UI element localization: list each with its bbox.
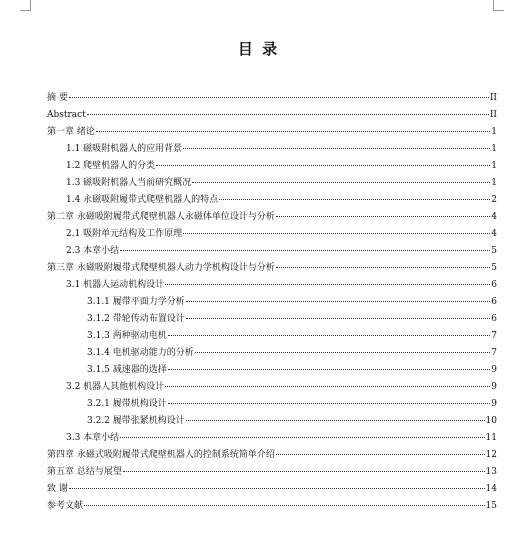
toc-entry[interactable] (47, 158, 497, 175)
toc-leader-dots (96, 128, 490, 132)
toc-entry-page: 9 (491, 365, 497, 375)
page-corner-mark-left (20, 0, 31, 11)
toc-entry[interactable] (47, 311, 497, 328)
toc-entry-page: 5 (491, 246, 497, 256)
toc-entry-label: 第三章 永磁吸附履带式爬壁机器人动力学机构设计与分析 (47, 263, 275, 273)
toc-entry-page: 11 (485, 433, 497, 443)
toc-entry[interactable] (47, 328, 497, 345)
toc-entry-page: 4 (491, 212, 497, 222)
toc-leader-dots (123, 468, 485, 472)
toc-entry[interactable] (47, 107, 497, 124)
toc-entry[interactable] (47, 294, 497, 311)
toc-entry[interactable] (47, 396, 497, 413)
toc-entry-label: 3.1.1 履带平面力学分析 (87, 297, 185, 307)
toc-entry[interactable] (47, 430, 497, 447)
toc-entry-label: 3.1.2 带轮传动布置设计 (87, 314, 185, 324)
toc-entry[interactable] (47, 413, 497, 430)
toc-entry-page: 4 (491, 229, 497, 239)
toc-entry-label: 1.4 永磁吸附履带式爬壁机器人的特点 (66, 195, 219, 205)
toc-entry-label: Abstract (47, 110, 86, 120)
toc-leader-dots (276, 264, 490, 268)
toc-entry-page: 14 (485, 484, 497, 494)
toc-entry-label: 3.3 本章小结 (66, 433, 120, 443)
page-corner-mark-right (493, 0, 504, 11)
toc-entry[interactable] (47, 464, 497, 481)
toc-entry-label: 第二章 永磁吸附履带式爬壁机器人永磁体单位设计与分析 (47, 212, 275, 222)
toc-entry-page: 9 (491, 399, 497, 409)
toc-leader-dots (69, 94, 489, 98)
toc-leader-dots (165, 281, 490, 285)
toc-entry-page: 6 (491, 297, 497, 307)
toc-entry-label: 第五章 总结与展望 (47, 467, 122, 477)
toc-leader-dots (183, 145, 490, 149)
toc-entry-label: 致 谢 (47, 484, 68, 494)
toc-entry[interactable] (47, 277, 497, 294)
toc-leader-dots (168, 366, 491, 370)
toc-entry-page: 1 (491, 178, 497, 188)
toc-entry-label: 3.2 机器人其他机构设计 (66, 382, 165, 392)
toc-leader-dots (276, 213, 490, 217)
toc-entry-label: 3.1 机器人运动机构设计 (66, 280, 165, 290)
toc-leader-dots (120, 247, 490, 251)
toc-leader-dots (276, 451, 485, 455)
toc-leader-dots (186, 417, 485, 421)
toc-entry[interactable] (47, 209, 497, 226)
toc-leader-dots (168, 332, 491, 336)
toc-entry[interactable] (47, 447, 497, 464)
toc-entry-page: 2 (491, 195, 497, 205)
toc-entry-label: 3.1.3 两种驱动电机 (87, 331, 167, 341)
toc-entry-page: II (489, 93, 497, 103)
toc-entry-label: 1.2 爬壁机器人的分类 (66, 161, 156, 171)
toc-entry-page: 1 (491, 144, 497, 154)
toc-entry-page: 15 (485, 501, 497, 511)
toc-leader-dots (165, 383, 490, 387)
toc-entry-label: 参考文献 (47, 501, 84, 511)
toc-entry-page: 13 (485, 467, 497, 477)
toc-entry[interactable] (47, 141, 497, 158)
toc-leader-dots (183, 230, 490, 234)
toc-entry-page: 6 (491, 280, 497, 290)
toc-entry[interactable] (47, 481, 497, 498)
toc-entry-page: 6 (491, 314, 497, 324)
toc-entry-label: 2.1 吸附单元结构及工作原理 (66, 229, 183, 239)
toc-entry[interactable] (47, 124, 497, 141)
toc-leader-dots (186, 315, 491, 319)
toc-entry-page: 9 (491, 382, 497, 392)
toc-leader-dots (186, 298, 491, 302)
toc-leader-dots (219, 196, 490, 200)
toc-leader-dots (69, 485, 485, 489)
toc-entry-page: 12 (485, 450, 497, 460)
toc-leader-dots (156, 162, 490, 166)
toc-entry-page: 5 (491, 263, 497, 273)
toc-entry[interactable] (47, 192, 497, 209)
page-title: 目 录 (237, 40, 280, 58)
toc-entry[interactable] (47, 260, 497, 277)
toc-entry-label: 3.2.1 履带机构设计 (87, 399, 167, 409)
toc-entry[interactable] (47, 90, 497, 107)
toc-entry[interactable] (47, 243, 497, 260)
toc-leader-dots (192, 179, 490, 183)
toc-entry-label: 3.1.5 减速器的选择 (87, 365, 167, 375)
toc-entry-page: 1 (491, 127, 497, 137)
toc-entry[interactable] (47, 379, 497, 396)
toc-entry-label: 1.3 磁吸附机器人当前研究概况 (66, 178, 192, 188)
toc-entry-label: 第一章 绪论 (47, 127, 95, 137)
table-of-contents (47, 90, 497, 515)
toc-leader-dots (195, 349, 491, 353)
toc-entry[interactable] (47, 226, 497, 243)
toc-leader-dots (84, 502, 485, 506)
toc-entry-page: 7 (491, 348, 497, 358)
toc-entry-page: 7 (491, 331, 497, 341)
toc-entry-label: 第四章 永磁式吸附履带式爬壁机器人的控制系统简单介绍 (47, 450, 275, 460)
toc-entry[interactable] (47, 345, 497, 362)
toc-leader-dots (168, 400, 491, 404)
toc-entry-label: 2.3 本章小结 (66, 246, 120, 256)
toc-leader-dots (87, 111, 489, 115)
toc-entry-label: 3.2.2 履带张紧机构设计 (87, 416, 185, 426)
toc-entry-label: 1.1 磁吸附机器人的应用背景 (66, 144, 183, 154)
toc-leader-dots (120, 434, 484, 438)
toc-entry-page: 10 (485, 416, 497, 426)
toc-entry[interactable] (47, 362, 497, 379)
toc-entry-page: 1 (491, 161, 497, 171)
toc-entry[interactable] (47, 498, 497, 515)
toc-entry-page: II (489, 110, 497, 120)
toc-entry[interactable] (47, 175, 497, 192)
toc-entry-label: 3.1.4 电机驱动能力的分析 (87, 348, 194, 358)
toc-entry-label: 摘 要 (47, 93, 68, 103)
